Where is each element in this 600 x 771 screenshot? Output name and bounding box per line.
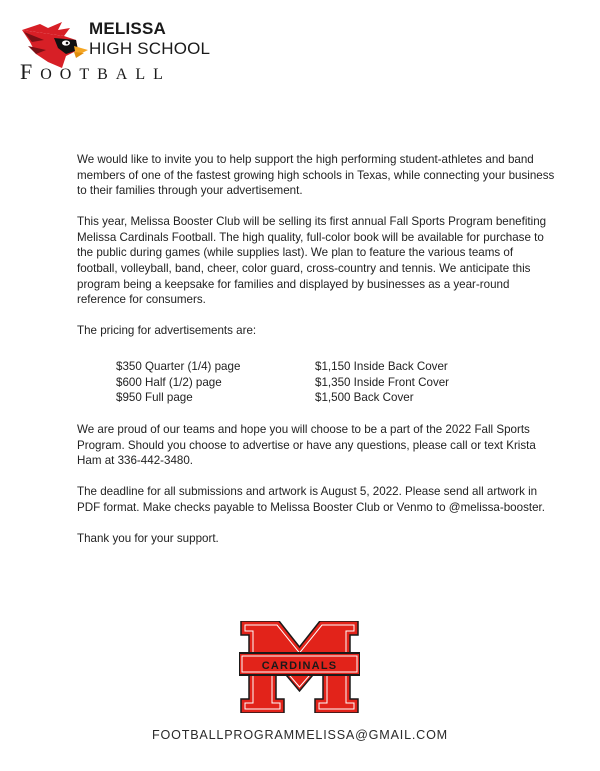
pricing-page-size: $350 Quarter (1/4) page [116, 360, 241, 373]
header-football [20, 59, 171, 85]
pricing-cover: $1,150 Inside Back Cover [315, 360, 448, 373]
letter-body [77, 152, 555, 354]
contact-email[interactable]: FOOTBALLPROGRAMMELISSA@GMAIL.COM [152, 728, 448, 742]
pricing-cover: $1,350 Inside Front Cover [315, 375, 450, 389]
letter-body-closing [77, 422, 555, 562]
header [18, 16, 278, 86]
header-school-name: MELISSA [89, 19, 166, 38]
cardinals-m-logo [239, 621, 360, 713]
pricing-page-size: $600 Half (1/2) page [116, 375, 222, 389]
header-football-initial: F [20, 59, 41, 84]
header-football-rest: OOTBALL [40, 66, 171, 83]
pricing-row [116, 359, 516, 375]
paragraph-pricing-intro: The pricing for advertisements are: [77, 324, 257, 338]
paragraph-invite: We would like to invite you to help support the high performing student-athletes and band members of one of the fastest growing high schools in Texas, while connecting your business to their families through your advertisement. [77, 153, 555, 198]
header-high-school: HIGH SCHOOL [89, 39, 211, 58]
paragraph-deadline: The deadline for all submissions and artwork is August 5, 2022. Please send all artwork in PDF format. Make checks payable to Melissa Booster Club or Venmo to @melissa-booster. [77, 485, 545, 514]
paragraph-proud: We are proud of our teams and hope you will choose to be a part of the 2022 Fall Sports Program. Should you choose to advertise or have any questions, please call or text Krista Ham at 336-442-3480. [77, 423, 536, 468]
pricing-page-size: $950 Full page [116, 391, 193, 405]
pricing-list [116, 359, 516, 406]
pricing-row [116, 390, 516, 406]
pricing-row [116, 375, 516, 391]
pricing-cover: $1,500 Back Cover [315, 391, 414, 405]
paragraph-thanks: Thank you for your support. [77, 531, 219, 545]
paragraph-program: This year, Melissa Booster Club will be selling its first annual Fall Sports Program benefiting Melissa Cardinals Football. The high quality, full-color book will be available for purchase to the public during games (while supplies last). We plan to feature the various teams of football, volleyball, band, cheer, color guard, cross-country and tennis. We anticipate this program being a keepsake for families and displayed by businesses as a year-round reference for consumers. [77, 215, 547, 307]
cardinals-logo-text: CARDINALS [261, 660, 338, 672]
